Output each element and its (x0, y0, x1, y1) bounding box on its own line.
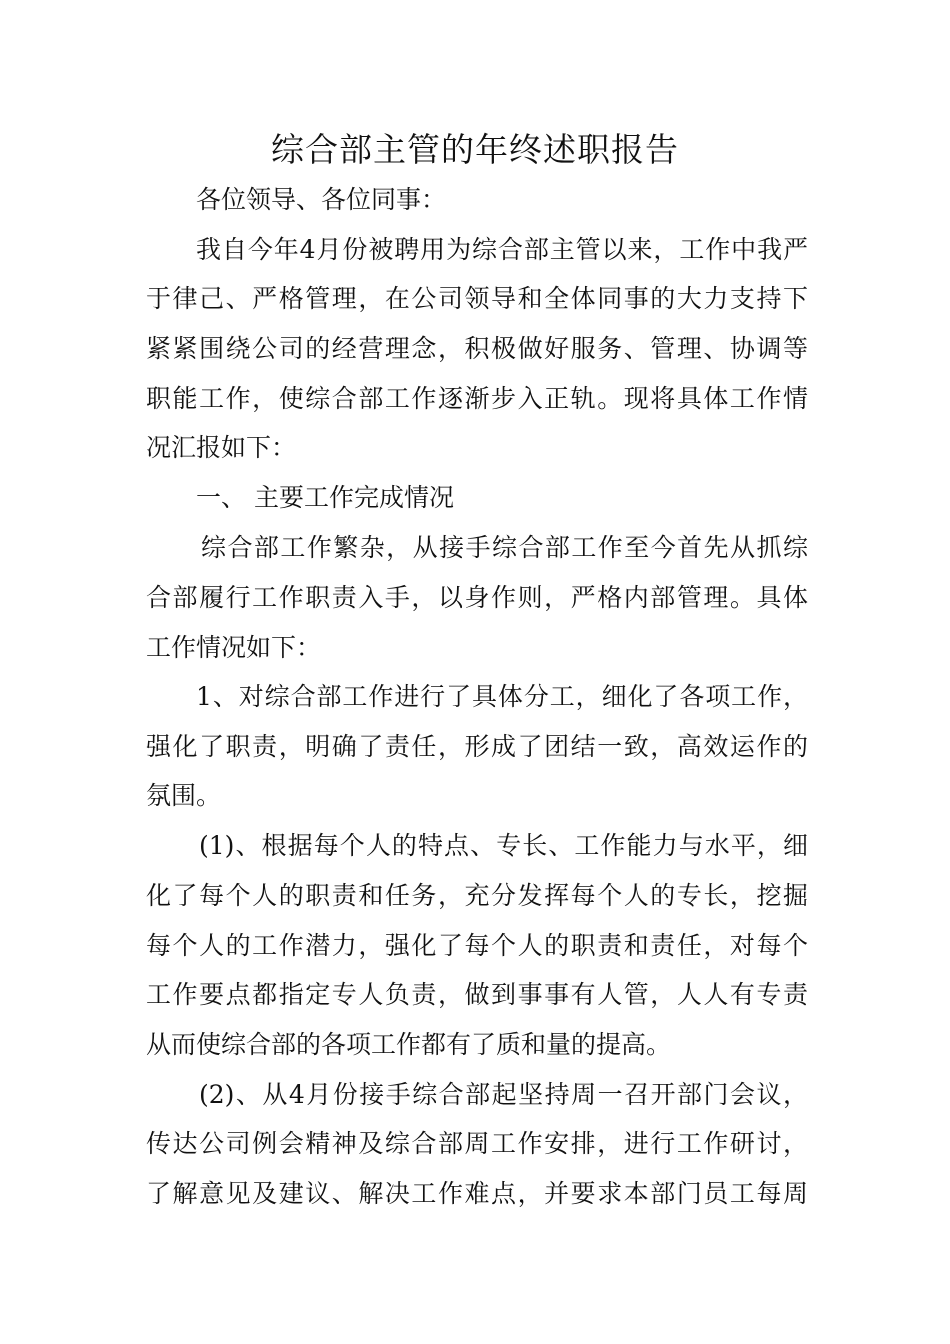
paragraph-line: 职能工作，使综合部工作逐渐步入正轨。现将具体工作情 (146, 384, 808, 413)
paragraph-line: 紧紧围绕公司的经营理念，积极做好服务、管理、协调等 (146, 334, 808, 363)
paragraph-line: 工作要点都指定专人负责，做到事事有人管，人人有专责 (146, 980, 808, 1009)
salutation-line: 各位领导、各位同事： (196, 185, 447, 214)
paragraph-line: 于律己、严格管理，在公司领导和全体同事的大力支持下 (146, 284, 808, 313)
paragraph-line: 综合部工作繁杂，从接手综合部工作至今首先从抓综 (201, 533, 808, 562)
document-title: 综合部主管的年终述职报告 (271, 130, 679, 169)
paragraph-line: 从而使综合部的各项工作都有了质和量的提高。 (146, 1030, 672, 1059)
paragraph-line: 1、对综合部工作进行了具体分工，细化了各项工作， (196, 682, 808, 711)
paragraph-line: 化了每个人的职责和任务，充分发挥每个人的专长，挖掘 (146, 881, 808, 910)
paragraph-line: (2)、从4月份接手综合部起坚持周一召开部门会议， (199, 1080, 808, 1109)
paragraph-line: 了解意见及建议、解决工作难点，并要求本部门员工每周 (146, 1179, 808, 1208)
paragraph-line: 况汇报如下： (146, 433, 297, 462)
paragraph-line: 合部履行工作职责入手，以身作则，严格内部管理。具体 (146, 583, 808, 612)
paragraph-line: 传达公司例会精神及综合部周工作安排，进行工作研讨， (146, 1129, 808, 1158)
paragraph-line: 强化了职责，明确了责任，形成了团结一致，高效运作的 (146, 732, 808, 761)
section-heading: 一、 主要工作完成情况 (196, 483, 454, 512)
paragraph-line: (1)、根据每个人的特点、专长、工作能力与水平，细 (199, 831, 808, 860)
paragraph-line: 氛围。 (146, 781, 222, 810)
paragraph-line: 每个人的工作潜力，强化了每个人的职责和责任，对每个 (146, 931, 808, 960)
paragraph-line: 工作情况如下： (146, 633, 322, 662)
paragraph-line: 我自今年4月份被聘用为综合部主管以来，工作中我严 (196, 235, 808, 264)
